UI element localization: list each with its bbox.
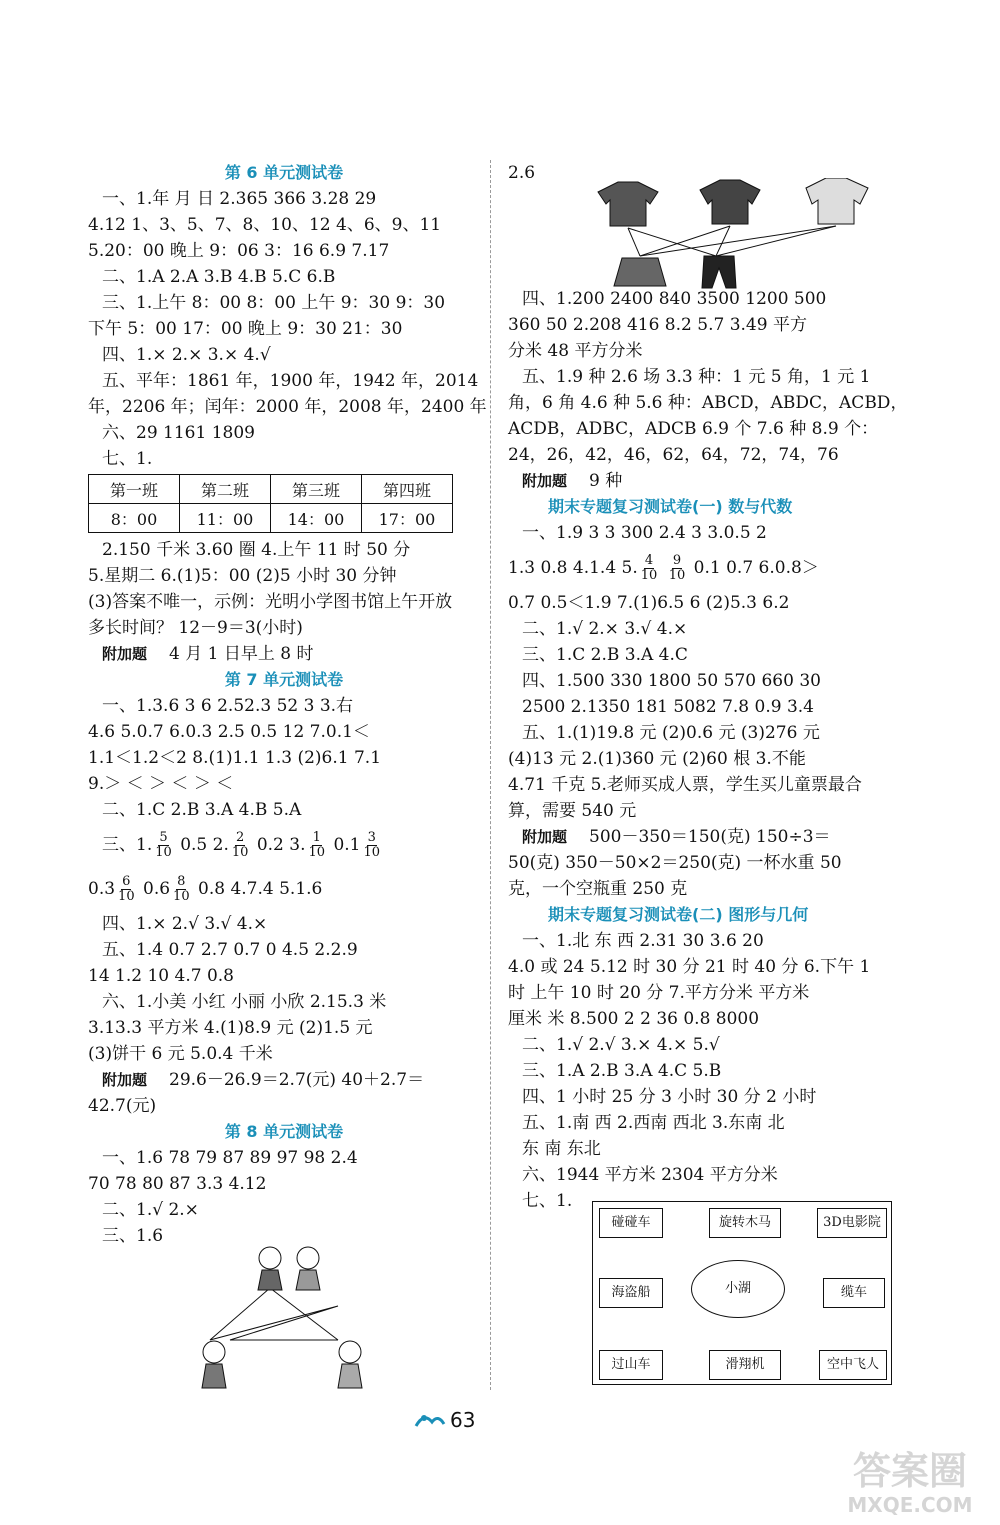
table-header-cell: 第一班 [89, 475, 180, 504]
u6-line: 5.20：00 晚上 9：06 3：16 6.9 7.17 [88, 241, 390, 261]
fraction [118, 875, 135, 904]
u6-line: 5.星期二 6.(1)5：00 (2)5 小时 30 分钟 [88, 566, 397, 586]
u6-line: 四、1.× 2.× 3.× 4.√ [102, 345, 271, 365]
text-segment: 0.8 4.7.4 5.1.6 [198, 879, 323, 899]
fraction [363, 831, 380, 860]
fraction [173, 875, 190, 904]
fraction [232, 831, 249, 860]
u6-line: 4.12 1、3、5、7、8、10、12 4、6、9、11 [88, 215, 442, 235]
denominator: 10 [668, 568, 686, 583]
unit6-title: 第 6 单元测试卷 [224, 163, 344, 182]
u7-fraction-line [88, 867, 480, 911]
clothes-matching-illustration [588, 178, 888, 290]
r1-extra-cont: 克，一个空瓶重 250 克 [508, 879, 688, 899]
r1-line: 三、1.C 2.B 3.A 4.C [522, 645, 688, 665]
r-line: 四、1.200 2400 840 3500 1200 500 [522, 289, 827, 309]
u6-line: 二、1.A 2.A 3.B 4.B 5.C 6.B [102, 267, 336, 287]
plan-3d-cinema: 3D电影院 [817, 1208, 887, 1238]
r1-line: 一、1.9 3 3 300 2.4 3 3.0.5 2 [522, 523, 767, 543]
u8-line: 二、1.√ 2.× [102, 1200, 199, 1220]
extra-label: 附加题 [102, 1071, 148, 1089]
text-segment: 0.6 [143, 879, 171, 899]
u6-line: 三、1.上午 8：00 8：00 上午 9：30 9：30 [102, 293, 446, 313]
u6-line: 2.150 千米 3.60 圈 4.上午 11 时 50 分 [102, 540, 411, 560]
numerator: 1 [312, 830, 321, 845]
u7-line: 五、1.4 0.7 2.7 0.7 0 4.5 2.2.9 [102, 940, 358, 960]
r2-line: 时 上午 10 时 20 分 7.平方分米 平方米 [508, 983, 810, 1003]
r-line: 2.6 [508, 163, 536, 183]
u7-fraction-line [88, 823, 480, 867]
u8-line: 三、1.6 [102, 1226, 164, 1246]
u7-line: 二、1.C 2.B 3.A 4.B 5.A [102, 800, 302, 820]
r1-line: 四、1.500 330 1800 50 570 660 30 [522, 671, 821, 691]
numerator: 5 [159, 830, 168, 845]
u6-line: (3)答案不唯一，示例：光明小学图书馆上午开放 [88, 592, 453, 612]
r2-line: 东 南 东北 [522, 1139, 601, 1159]
r1-extra-cont: 50(克) 350－50×2＝250(克) 一杯水重 50 [508, 853, 842, 873]
decorative-flower-icon [412, 1408, 446, 1432]
r1-line: 4.71 千克 5.老师买成人票，学生买儿童票最合 [508, 775, 862, 795]
u7-line: 四、1.× 2.√ 3.√ 4.× [102, 914, 268, 934]
extra-answer: 29.6－26.9＝2.7(元) 40＋2.7＝ [169, 1070, 425, 1090]
plan-trapeze: 空中飞人 [819, 1350, 887, 1380]
numerator: 2 [235, 830, 245, 845]
fraction [155, 831, 172, 860]
shift-table [88, 474, 453, 533]
denominator: 10 [155, 845, 172, 860]
numerator: 6 [122, 874, 131, 889]
table-cell: 8：00 [89, 504, 180, 533]
unit8-title: 第 8 单元测试卷 [224, 1122, 344, 1141]
text-segment: 1.3 0.8 4.1.4 5. [508, 558, 638, 578]
r2-line: 五、1.南 西 2.西南 西北 3.东南 北 [522, 1113, 785, 1133]
u8-line: 一、1.6 78 79 87 89 97 98 2.4 [102, 1148, 358, 1168]
u7-line: 9.＞ ＜ ＞ ＜ ＞ ＜ [88, 774, 234, 794]
plan-lake: 小湖 [691, 1260, 785, 1318]
r2-line: 四、1 小时 25 分 3 小时 30 分 2 小时 [522, 1087, 817, 1107]
text-segment: 0.1 0.7 6.0.8＞ [693, 558, 819, 578]
extra-answer: 500－350＝150(克) 150÷3＝ [589, 827, 831, 847]
u6-line: 多长时间？ 12－9＝3(小时) [88, 618, 303, 638]
denominator: 10 [118, 889, 135, 904]
r2-line: 4.0 或 24 5.12 时 30 分 21 时 40 分 6.下午 1 [508, 957, 871, 977]
left-column [88, 160, 487, 1249]
u7-extra [88, 1067, 480, 1093]
r1-line: 2500 2.1350 181 5082 7.8 0.9 3.4 [522, 697, 814, 717]
u6-line: 下午 5：00 17：00 晚上 9：30 21：30 [88, 319, 403, 339]
r1-line: 二、1.√ 2.× 3.√ 4.× [522, 619, 688, 639]
u7-line: (3)饼干 6 元 5.0.4 千米 [88, 1044, 273, 1064]
right-column [508, 160, 908, 1214]
u7-line: 14 1.2 10 4.7 0.8 [88, 966, 234, 986]
fraction [641, 554, 658, 583]
extra-label: 附加题 [522, 472, 568, 490]
r2-line: 六、1944 平方米 2304 平方分米 [522, 1165, 778, 1185]
u8-line: 70 78 80 87 3.3 4.12 [88, 1174, 267, 1194]
denominator: 10 [640, 568, 658, 583]
table-cell: 17：00 [362, 504, 453, 533]
review1-title: 期末专题复习测试卷(一) 数与代数 [548, 497, 793, 516]
plan-cable-car: 缆车 [823, 1278, 885, 1308]
r-line: 分米 48 平方分米 [508, 341, 643, 361]
r-line: ACDB，ADBC，ADCB 6.9 个 7.6 种 8.9 个： [508, 419, 879, 439]
u7-line: 4.6 5.0.7 6.0.3 2.5 0.5 12 7.0.1＜ [88, 722, 370, 742]
u7-line: 1.1＜1.2＜2 8.(1)1.1 1.3 (2)6.1 7.1 [88, 748, 382, 768]
r1-line: 0.7 0.5＜1.9 7.(1)6.5 6 (2)5.3 6.2 [508, 593, 790, 613]
r2-line: 厘米 米 8.500 2 2 36 0.8 8000 [508, 1009, 760, 1029]
watermark-logo [830, 1440, 990, 1520]
r1-fraction-line [508, 546, 900, 590]
numerator: 3 [367, 830, 376, 845]
r-line: 角，6 角 4.6 种 5.6 种：ABCD，ABDC，ACBD， [508, 393, 908, 413]
unit7-title: 第 7 单元测试卷 [224, 670, 344, 689]
text-segment: 0.3 [88, 879, 116, 899]
children-handshake-illustration [190, 1240, 390, 1400]
extra-answer: 4 月 1 日早上 8 时 [169, 644, 314, 664]
text-segment: 0.1 [333, 835, 361, 855]
table-cell: 11：00 [180, 504, 271, 533]
page-number: 63 [450, 1408, 476, 1432]
fraction [308, 831, 325, 860]
r1-extra [508, 824, 900, 850]
u6-line: 一、1.年 月 日 2.365 366 3.28 29 [102, 189, 377, 209]
table-cell: 14：00 [271, 504, 362, 533]
r2-line: 一、1.北 东 西 2.31 30 3.6 20 [522, 931, 764, 951]
u6-line: 年，2206 年；闰年：2000 年，2008 年，2400 年 [88, 397, 487, 417]
numerator: 4 [644, 553, 654, 568]
text-segment: 0.5 2. [180, 835, 229, 855]
plan-roller-coaster: 过山车 [599, 1350, 663, 1380]
denominator: 10 [173, 889, 190, 904]
u6-line: 五、平年：1861 年，1900 年，1942 年，2014 [102, 371, 479, 391]
u7-line: 六、1.小美 小红 小丽 小欣 2.15.3 米 [102, 992, 387, 1012]
extra-label: 附加题 [102, 645, 148, 663]
u6-extra [88, 641, 480, 667]
u7-extra-cont: 42.7(元) [88, 1096, 157, 1116]
text-segment: 0.2 3. [256, 835, 306, 855]
u7-line: 一、1.3.6 3 6 2.52.3 52 3 3.右 [102, 696, 354, 716]
plan-pirate-ship: 海盗船 [599, 1278, 663, 1308]
text-segment: 三、1. [102, 835, 153, 855]
r2-line: 二、1.√ 2.√ 3.× 4.× 5.√ [522, 1035, 720, 1055]
plan-glider: 滑翔机 [709, 1350, 781, 1380]
plan-bumper-cars: 碰碰车 [599, 1208, 663, 1238]
review2-title: 期末专题复习测试卷(二) 图形与几何 [548, 905, 809, 924]
u7-line: 3.13.3 平方米 4.(1)8.9 元 (2)1.5 元 [88, 1018, 373, 1038]
denominator: 10 [363, 845, 381, 860]
u6-line: 六、29 1161 1809 [102, 423, 255, 443]
plan-carousel: 旋转木马 [709, 1208, 781, 1238]
r2-line: 三、1.A 2.B 3.A 4.C 5.B [522, 1061, 722, 1081]
numerator: 9 [672, 553, 682, 568]
extra-label: 附加题 [522, 828, 568, 846]
r-line: 24，26，42，46，62，64，72，74，76 [508, 445, 839, 465]
column-divider [490, 160, 491, 1390]
u6-line: 七、1. [102, 449, 153, 469]
watermark-title: 答案圈 [852, 1449, 968, 1493]
park-plan [592, 1201, 892, 1385]
r-line: 五、1.9 种 2.6 场 3.3 种：1 元 5 角，1 元 1 [522, 367, 871, 387]
denominator: 10 [308, 845, 326, 860]
watermark-url: MXQE.COM [847, 1493, 973, 1517]
denominator: 10 [231, 845, 249, 860]
numerator: 8 [177, 874, 186, 889]
r2-line: 七、1. [522, 1191, 573, 1211]
fraction [669, 554, 686, 583]
extra-answer: 9 种 [589, 471, 623, 491]
r1-line: (4)13 元 2.(1)360 元 (2)60 根 3.不能 [508, 749, 806, 769]
r1-line: 五、1.(1)19.8 元 (2)0.6 元 (3)276 元 [522, 723, 820, 743]
r-line: 360 50 2.208 416 8.2 5.7 3.49 平方 [508, 315, 807, 335]
r-extra [508, 468, 900, 494]
table-header-cell: 第四班 [362, 475, 453, 504]
table-header-cell: 第三班 [271, 475, 362, 504]
table-header-cell: 第二班 [180, 475, 271, 504]
r1-line: 算，需要 540 元 [508, 801, 637, 821]
